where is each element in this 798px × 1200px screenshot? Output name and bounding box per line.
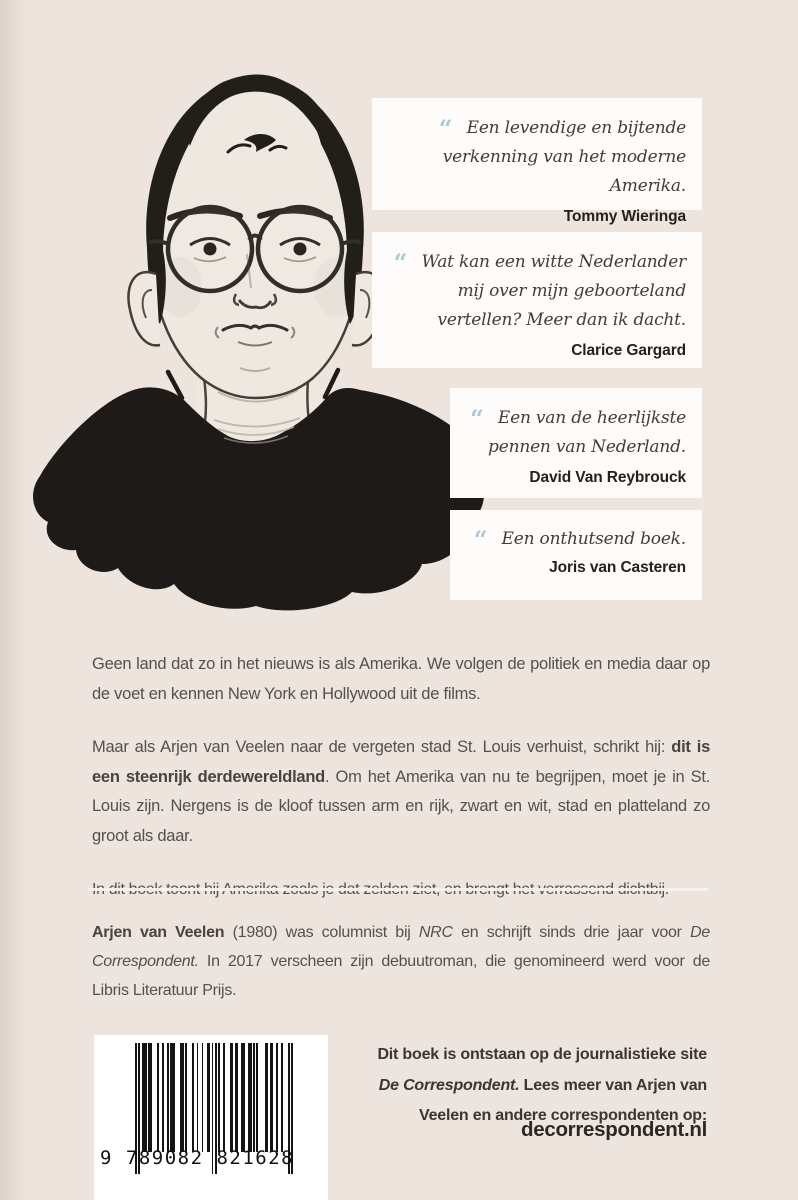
author-bio: Arjen van Veelen (1980) was columnist bij NRC en schrijft sinds drie jaar voor De Correspondent. In 2017 verscheen zijn debuutroman, die genomineerd werd voor de Libris Literatuur Prijs. [92,924,711,999]
quote-card [450,388,702,498]
eye-left [204,243,217,256]
quote-text: “ Wat kan een witte Nederlander mij over mijn geboorteland vertellen? Meer dan ik dacht. [393,248,686,330]
blurb-paragraph: Geen land dat zo in het nieuws is als Amerika. We volgen de politiek en media daar op de voet en kennen New York en Hollywood uit de films. [92,655,710,703]
eye-right [294,243,307,256]
quote-mark-icon: “ [473,525,486,554]
quote-author: David Van Reybrouck [529,469,686,486]
quote-card [372,232,702,368]
quote-mark-icon: “ [470,404,482,433]
quote-mark-icon: “ [438,114,451,143]
quote-author: Clarice Gargard [571,342,686,359]
quote-text: “ Een onthutsend boek. [473,525,686,554]
publisher-site: decorrespondent.nl [521,1118,707,1141]
blurb [92,650,710,929]
quote-author: Tommy Wieringa [563,208,686,225]
barcode-digits: 9 789082 821628 [100,1147,295,1169]
publisher-note-line: Dit boek is ontstaan op de journalistieke site [377,1046,707,1063]
quote-text: “ Een levendige en bijtende verkenning van het moderne Amerika. [438,114,686,196]
quote-card [450,510,702,600]
barcode [94,1035,328,1200]
publisher-note-line: De Correspondent. Lees meer van Arjen van [378,1076,707,1094]
glasses-temple-left [149,241,169,244]
publisher-note-line: Veelen en andere correspondenten op: [419,1107,707,1124]
quote-mark-icon: “ [393,248,406,277]
glasses-temple-right [341,241,361,244]
blurb-paragraph: Maar als Arjen van Veelen naar de vergeten stad St. Louis verhuist, schrikt hij: dit is een steenrijk derdewereldland. Om het Amerika van nu te begrijpen, moet je in St. Louis zijn. Nergens is de kloof tussen arm en rijk, zwart en wit, stad en platteland zo groot als daar. [92,738,711,845]
quote-card [372,98,702,225]
ear-left [128,272,160,345]
divider [88,888,708,891]
quote-text: “ Een van de heerlijkste pennen van Nederland. [470,404,686,457]
quote-author: Joris van Casteren [549,559,686,576]
